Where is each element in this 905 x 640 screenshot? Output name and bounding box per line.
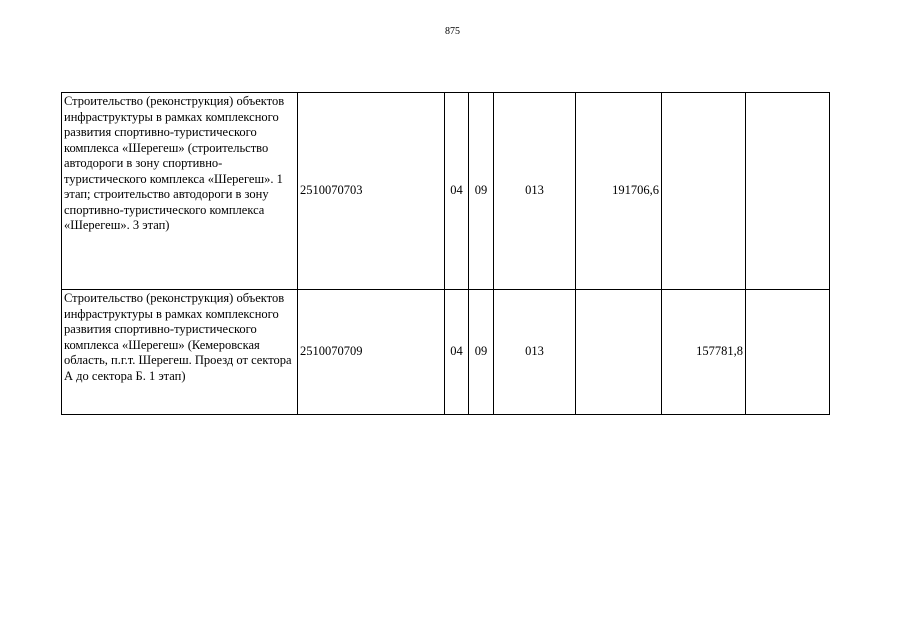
table-row [62,93,830,290]
expense-type-cell: 013 [494,290,576,415]
target-article-cell: 2510070709 [298,290,445,415]
amount-1-cell: 191706,6 [576,93,662,290]
target-article-cell: 2510070703 [298,93,445,290]
section-cell: 04 [445,93,469,290]
expense-name-cell: Строительство (реконструкция) объектов инфраструктуры в рамках комплексного развития спортивно-туристического комплекса «Шерегеш» (Кемеровская область, п.г.т. Шерегеш. Проезд от сектора А до сектора Б. 1 этап) [62,290,298,415]
section-cell: 04 [445,290,469,415]
budget-table [61,92,830,415]
amount-2-cell: 157781,8 [662,290,746,415]
expense-type-cell: 013 [494,93,576,290]
amount-3-cell [746,290,830,415]
amount-1-cell [576,290,662,415]
subsection-cell: 09 [469,290,494,415]
page-number: 875 [445,26,460,37]
expense-name-cell: Строительство (реконструкция) объектов инфраструктуры в рамках комплексного развития спортивно-туристического комплекса «Шерегеш» (строительство автодороги в зону спортивно-туристического комплекса «Шерегеш». 1 этап; строительство автодороги в зону спортивно-туристического комплекса «Шерегеш». 3 этап) [62,93,298,290]
subsection-cell: 09 [469,93,494,290]
amount-2-cell [662,93,746,290]
amount-3-cell [746,93,830,290]
table-row [62,290,830,415]
